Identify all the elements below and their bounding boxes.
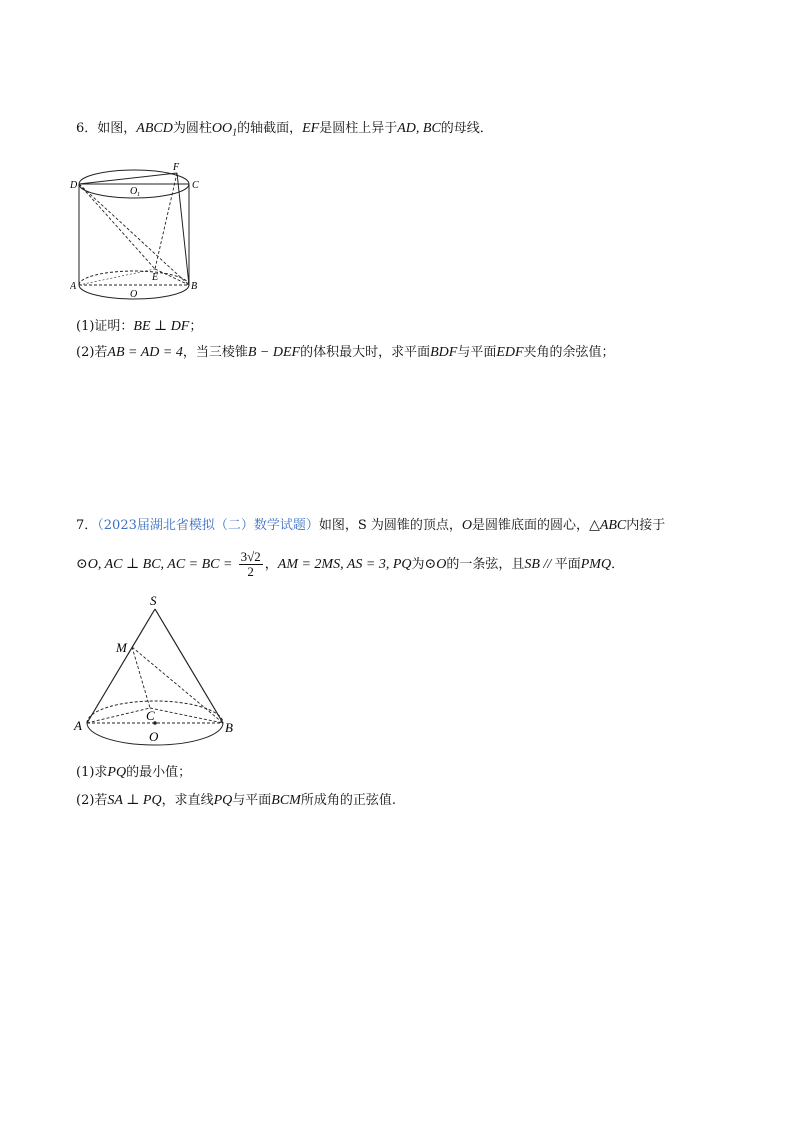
q7-source-link[interactable]: （2023届湖北省模拟（二）数学试题） (97, 518, 319, 533)
q7-part2: (2)若SA ⊥ PQ，求直线PQ与平面BCM所成角的正弦值. (76, 793, 396, 808)
q7-statement-line1: 7．（2023届湖北省模拟（二）数学试题）如图，S 为圆锥的顶点，O是圆锥底面的圆心，△ABC内接于 (76, 518, 666, 533)
label-F: F (173, 162, 180, 173)
label-C: C (192, 180, 199, 191)
q7-part1: (1)求PQ的最小值； (76, 765, 192, 780)
q6-statement: 6．如图，ABCD为圆柱$OO_1$的轴截面，EF是圆柱上异于AD, BC的母线． (76, 121, 493, 139)
cone-figure (72, 595, 242, 750)
label-O1-sub: 1 (137, 192, 140, 198)
label-B: B (191, 281, 198, 292)
q6-number: 6．如图， (76, 121, 137, 136)
label-M: M (116, 640, 127, 655)
label-S: S (150, 595, 157, 608)
q6-part1: (1)证明：BE ⊥ DF； (76, 319, 203, 334)
label-C: C (146, 708, 155, 723)
cylinder-figure (70, 160, 210, 300)
label-A: A (74, 718, 82, 733)
label-O1: O (130, 186, 138, 197)
label-A: A (70, 281, 77, 292)
label-O: O (130, 289, 138, 300)
q6-part2: (2)若AB = AD = 4，当三棱锥B − DEF的体积最大时，求平面BDF与平面EDF夹角的余弦值； (76, 345, 615, 360)
fraction: $\frac{3√2}{2}$ (240, 549, 261, 579)
q7-statement-line2: ⊙O, AC ⊥ BC, AC = BC = $\frac{3√2}{2}$ ，AM = 2MS, AS = 3, PQ为⊙O的一条弦，且SB // 平面PMQ． (76, 549, 625, 579)
label-D: D (70, 180, 78, 191)
label-O: O (149, 729, 159, 744)
label-B: B (225, 720, 233, 735)
label-E: E (152, 272, 159, 283)
q7-number: 7． (76, 518, 98, 533)
